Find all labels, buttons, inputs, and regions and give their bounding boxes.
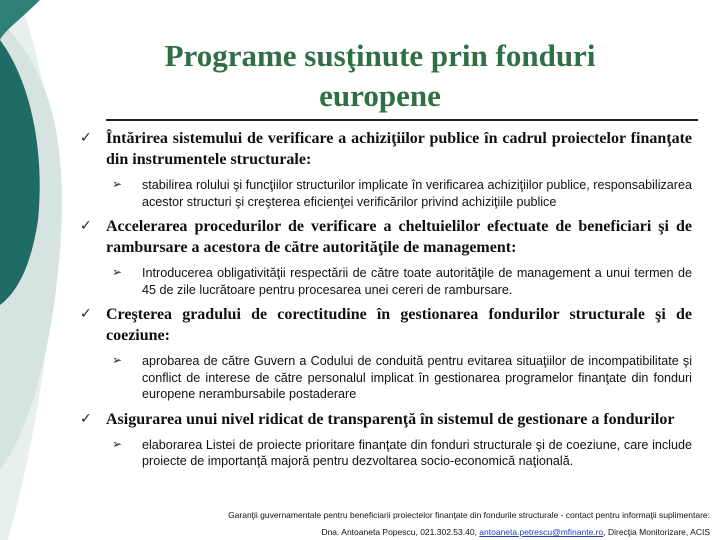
sub-item-text: stabilirea rolului şi funcţiilor structurilor implicate în verificarea achiziţiilor publice, responsabilizarea acestor structuri şi creşterea eficienţei verificărilor privind achiziţiile publice <box>142 178 692 209</box>
sub-item-text: aprobarea de către Guvern a Codului de conduită pentru evitarea situaţiilor de incompatibilitate şi conflict de interese de către personalul implicat în gestionarea programelor finanţate din fonduri europene nerambursabile postaderare <box>142 354 692 401</box>
arrow-right-icon: ➢ <box>112 177 123 191</box>
list-item <box>80 216 692 298</box>
list-item <box>80 409 692 470</box>
check-icon: ✓ <box>80 306 92 322</box>
sub-item <box>112 265 692 298</box>
sub-item <box>112 353 692 403</box>
item-heading: Accelerarea procedurilor de verificare a cheltuielilor efectuate de beneficiari şi de rambursare a acestora de către autorităţile de management: <box>106 218 692 256</box>
item-heading: Creşterea gradului de corectitudine în gestionarea fondurilor structurale şi de coeziune: <box>106 306 692 344</box>
sub-item <box>112 437 692 470</box>
footer-department: , Direcţia Monitorizare, ACIS <box>603 527 710 537</box>
contact-email-link[interactable]: antoaneta.petrescu@mfinante.ro <box>479 527 604 537</box>
list-item <box>80 304 692 403</box>
item-heading: Întărirea sistemului de verificare a achiziţiilor publice în cadrul proiectelor finanţate din instrumentele structurale: <box>106 130 692 168</box>
title-divider <box>106 119 698 121</box>
sub-item-text: elaborarea Listei de proiecte prioritare finanţate din fonduri structurale şi de coeziune, care include proiecte de importanţă majoră pentru dezvoltarea socio-economică naţională. <box>142 437 692 468</box>
item-heading: Asigurarea unui nivel ridicat de transparenţă în sistemul de gestionare a fondurilor <box>106 410 675 428</box>
check-icon: ✓ <box>80 130 92 146</box>
footer-line-2 <box>150 527 710 537</box>
bullet-list <box>80 124 692 470</box>
footer-contact: Dna. Antoaneta Popescu, 021.302.53.40, <box>321 527 480 537</box>
arrow-right-icon: ➢ <box>112 353 123 367</box>
check-icon: ✓ <box>80 410 92 427</box>
sub-item <box>112 177 692 210</box>
list-item <box>80 128 692 210</box>
sub-item-text: Introducerea obligativităţii respectării de către toate autorităţile de management a unui termen de 45 de zile lucrătoare pentru procesarea unei cereri de rambursare. <box>142 266 692 297</box>
check-icon: ✓ <box>80 218 92 234</box>
slide-title: Programe susţinute prin fonduri europene <box>164 38 596 113</box>
arrow-right-icon: ➢ <box>112 436 123 451</box>
arrow-right-icon: ➢ <box>112 265 123 279</box>
footer-line-1: Garanţii guvernamentale pentru beneficiarii proiectelor finanţate din fondurile structurale - contact pentru informaţii suplimentare: <box>228 510 710 520</box>
